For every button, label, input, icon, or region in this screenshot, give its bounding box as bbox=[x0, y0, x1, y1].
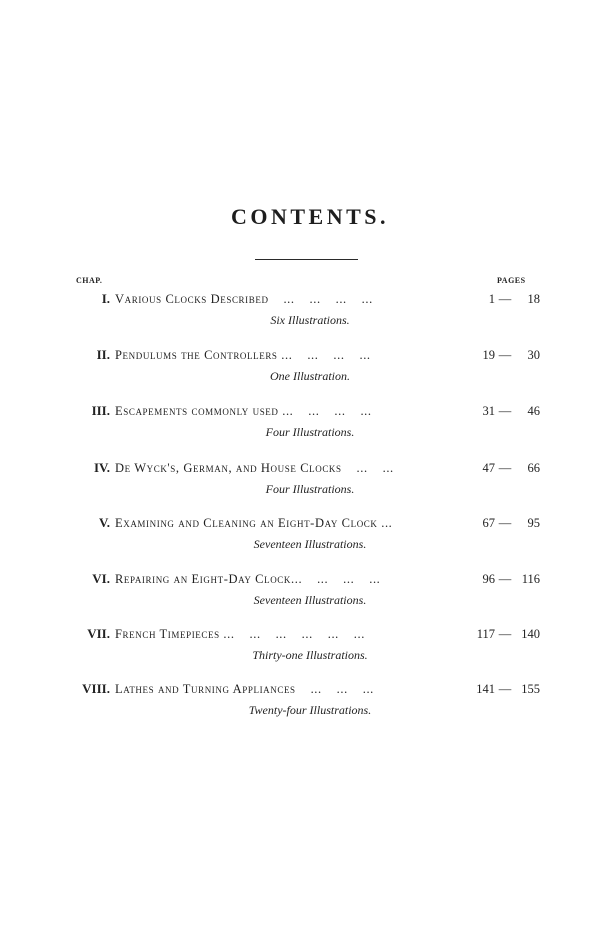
illustrations-note: Seventeen Illustrations. bbox=[253, 537, 367, 551]
illustrations-note: Twenty-four Illustrations. bbox=[248, 703, 372, 717]
chapter-heading: Various Clocks Described ... ... ... ... bbox=[115, 292, 373, 306]
page-start: 117 bbox=[476, 627, 495, 641]
page-range-dash: — bbox=[498, 461, 512, 475]
page-end: 116 bbox=[521, 572, 540, 586]
contents-entry bbox=[0, 515, 600, 563]
page-end: 66 bbox=[527, 461, 540, 475]
chapter-heading: Repairing an Eight-Day Clock... ... ... ... bbox=[115, 572, 381, 586]
contents-entry bbox=[0, 626, 600, 674]
page-title: CONTENTS. bbox=[230, 204, 390, 229]
page-range-dash: — bbox=[498, 627, 512, 641]
chapter-number: I. bbox=[101, 291, 110, 306]
contents-entry bbox=[0, 347, 600, 395]
chapter-heading: Escapements commonly used ... ... ... ... bbox=[115, 404, 372, 418]
page-range-dash: — bbox=[498, 682, 512, 696]
contents-entry bbox=[0, 291, 600, 339]
page-end: 18 bbox=[527, 292, 540, 306]
page-start: 31 bbox=[482, 404, 495, 418]
page-start: 96 bbox=[482, 572, 495, 586]
chapter-heading: French Timepieces ... ... ... ... ... ... bbox=[115, 627, 365, 641]
chapter-heading: Lathes and Turning Appliances ... ... ... bbox=[115, 682, 374, 696]
illustrations-note: Seventeen Illustrations. bbox=[253, 593, 367, 607]
page-range-dash: — bbox=[498, 292, 512, 306]
page-end: 30 bbox=[527, 348, 540, 362]
chapter-number: II. bbox=[96, 347, 110, 362]
illustrations-note: Thirty-one Illustrations. bbox=[252, 648, 368, 662]
chapter-number: V. bbox=[99, 515, 110, 530]
chap-column-header: CHAP. bbox=[76, 276, 103, 285]
page-start: 1 bbox=[488, 292, 495, 306]
illustrations-note: Four Illustrations. bbox=[265, 425, 355, 439]
contents-entry bbox=[0, 460, 600, 508]
contents-entry bbox=[0, 403, 600, 451]
chapter-heading: Examining and Cleaning an Eight-Day Clock ... bbox=[115, 516, 393, 530]
chapter-number: VIII. bbox=[82, 681, 110, 696]
page-range-dash: — bbox=[498, 572, 512, 586]
page-start: 47 bbox=[482, 461, 495, 475]
chapter-number: III. bbox=[91, 403, 110, 418]
page-range-dash: — bbox=[498, 404, 512, 418]
chapter-number: IV. bbox=[93, 460, 110, 475]
illustrations-note: Six Illustrations. bbox=[270, 313, 350, 327]
page-end: 46 bbox=[527, 404, 540, 418]
chapter-heading: Pendulums the Controllers ... ... ... ... bbox=[115, 348, 371, 362]
title-rule bbox=[255, 259, 358, 260]
page-end: 140 bbox=[521, 627, 540, 641]
page-range-dash: — bbox=[498, 516, 512, 530]
page-start: 141 bbox=[476, 682, 495, 696]
page-end: 155 bbox=[521, 682, 540, 696]
contents-entry bbox=[0, 681, 600, 729]
chapter-number: VII. bbox=[87, 626, 110, 641]
chapter-number: VI. bbox=[92, 571, 110, 586]
illustrations-note: One Illustration. bbox=[270, 369, 350, 383]
page-start: 19 bbox=[482, 348, 495, 362]
page-range-dash: — bbox=[498, 348, 512, 362]
contents-entry bbox=[0, 571, 600, 619]
page-end: 95 bbox=[527, 516, 540, 530]
pages-column-header: PAGES bbox=[497, 276, 526, 285]
chapter-heading: De Wyck's, German, and House Clocks ... ... bbox=[115, 461, 394, 475]
page-start: 67 bbox=[482, 516, 495, 530]
illustrations-note: Four Illustrations. bbox=[265, 482, 355, 496]
